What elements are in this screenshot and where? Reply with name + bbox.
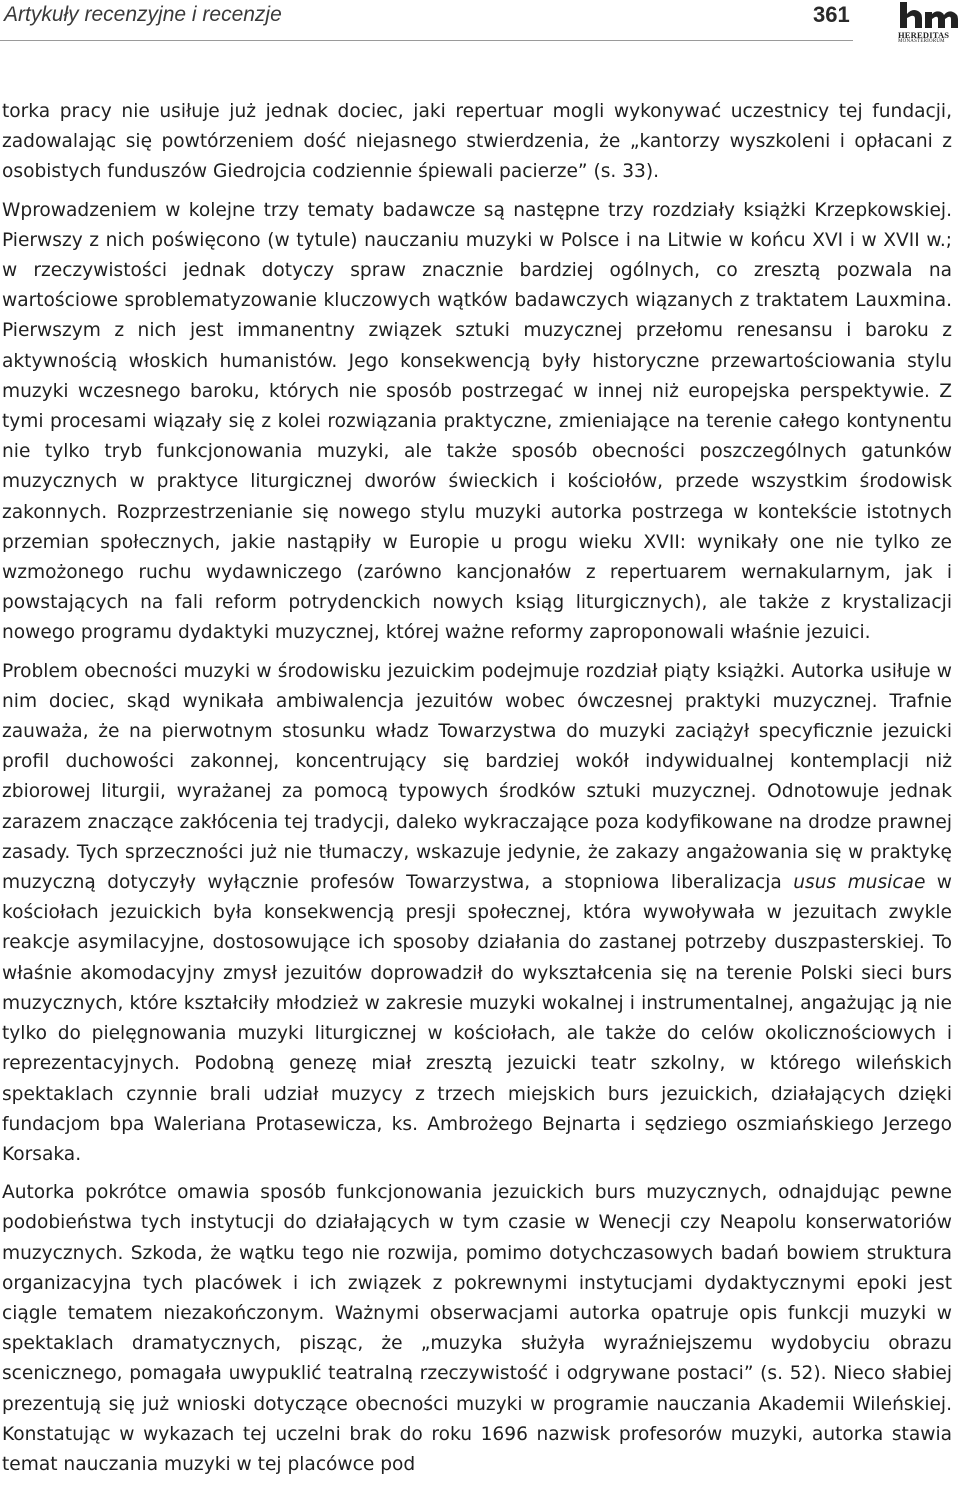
logo-text-hereditas: HEREDITAS bbox=[898, 30, 950, 40]
page-header bbox=[0, 0, 960, 48]
logo-text-monasteriorum: MONASTERIORUM bbox=[898, 39, 945, 44]
running-title: Artykuły recenzyjne i recenzje bbox=[4, 3, 282, 26]
paragraph-4: Autorka pokrótce omawia sposób funkcjonowania jezuickich burs muzycznych, odnajdując pewne podobieństwa tych instytucji do działających w tym czasie w Wenecji czy Neapolu konserwatoriów muzycznych. Szkoda, że wątku tego nie rozwija, pomimo dotychczasowych badań bowiem struktura organizacyjna tych placówek i ich związek z pokrewnymi instytucjami dydaktycznymi epoki jest ciągle tematem niezakończonym. Ważnymi obserwacjami autorka opatruje opis funkcji muzyki w spektaklach dramatycznych, pisząc, że „muzyka służyła wyraźniejszemu wydobyciu obrazu scenicznego, pomagała uwypuklić teatralną rzeczywistość i odgrywane postaci” (s. 52). Nieco słabiej prezentują się już wnioski dotyczące obecności muzyki w programie nauczania Akademii Wileńskiej. Konstatując w wykazach tej uczelni brak do roku 1696 nazwisk profesorów muzyki, autorka stawia temat nauczania muzyki w tej placówce pod bbox=[2, 1182, 952, 1475]
paragraph-3-text-a: Problem obecności muzyki w środowisku jezuickim podejmuje rozdział piąty książki. Autorka usiłuje w nim dociec, skąd wynikała ambiwalencja jezuitów wobec ówczesnej praktyki muzycznej. Trafnie zauważa, że na pierwotnym stosunku władz Towarzystwa do muzyki zaciążył specyficznie jezuicki profil duchowości zakonnej, koncentrujący się bardziej wokół indywidualnej kontemplacji niż zbiorowej liturgii, wyrażanej za pomocą typowych środków sztuki muzycznej. Odnotowuje jednak zarazem znaczące zakłócenia tej tradycji, daleko wykraczające poza kodyfikowane na drodze prawnej zasady. Tych sprzeczności już nie tłumaczy, wskazuje jedynie, że zakazy angażowania się w praktykę muzyczną dotyczyły wyłącznie profesów Towarzystwa, a stopniowa liberalizacja bbox=[2, 660, 952, 894]
latin-term-usus-musicae: usus musicae bbox=[793, 872, 926, 894]
hereditas-monasteriorum-logo bbox=[898, 2, 960, 46]
paragraph-1: torka pracy nie usiłuje już jednak dociec, jaki repertuar mogli wykonywać uczestnicy tej fundacji, zadowalając się powtórzeniem dość niejasnego stwierdzenia, że „kantorzy wyszkoleni i opłacani z osobistych funduszów Giedrojcia codziennie śpiewali pacierze” (s. 33). bbox=[2, 101, 952, 183]
page-number: 361 bbox=[813, 2, 850, 27]
article-body bbox=[2, 97, 952, 1480]
paragraph-3-text-b: w kościołach jezuickich była konsekwencją presji społecznej, która wywoływała w jezuitach zwykle reakcje asymilacyjne, dostosowujące ich sposoby działania do zastanej potrzeby duszpasterskiej. To właśnie akomodacyjny zmysł jezuitów doprowadził do wykształcenia się na terenie Polski sieci burs muzycznych, które kształciły młodzież w zakresie muzyki wokalnej i instrumentalnej, angażując ją nie tylko do pielęgnowania muzyki liturgicznej w kościołach, ale także do celów okolicznościowych i reprezentacyjnych. Podobną genezę miał zresztą jezuicki teatr szkolny, w którego wileńskich spektaklach czynnie brali udział muzycy z trzech miejskich burs jezuickich, działających dzięki fundacjom bpa Waleriana Protasewicza, ks. Ambrożego Bejnarta i sędziego oszmiańskiego Jerzego Korsaka. bbox=[2, 872, 953, 1165]
header-rule bbox=[0, 40, 853, 41]
paragraph-2: Wprowadzeniem w kolejne trzy tematy badawcze są następne trzy rozdziały książki Krzepkowskiej. Pierwszy z nich poświęcono (w tytule) nauczaniu muzyki w Polsce i na Litwie w końcu XVI i w XVII w.; w rzeczywistości jednak dotyczy spraw znacznie bardziej ogólnych, co zresztą pozwala na wartościowe sproblematyzowanie kluczowych wątków badawczych wiązanych z traktatem Lauxmina. Pierwszym z nich jest immanentny związek sztuki muzycznej przełomu renesansu i baroku z aktywnością włoskich humanistów. Jego konsekwencją były historyczne przewartościowania stylu muzyki wczesnego baroku, których nie sposób postrzegać w innej niż europejska perspektywie. Z tymi procesami wiązały się z kolei rozwiązania praktyczne, zmieniające na terenie całego kontynentu nie tylko tryb funkcjonowania muzyki, ale także sposób obecności poszczególnych gatunków muzycznych w praktyce liturgicznej dworów świeckich i kościołów, przede wszystkim środowisk zakonnych. Rozprzestrzenianie się nowego stylu muzyki autorka postrzega w kontekście istotnych przemian społecznych, jakie nastąpiły w Europie u progu wieku XVII: wynikały one nie tylko ze wzmożonego ruchu wydawniczego (zarówno kancjonałów z repertuarem wernakularnym, jak i powstających na fali reform potrydenckich nowych ksiąg liturgicznych), ale także z krystalizacji nowego programu dydaktyki muzycznej, której ważne reformy zaproponowali właśnie jezuici. bbox=[2, 199, 952, 644]
paragraph-3 bbox=[2, 657, 952, 1170]
hm-logo-mark-icon bbox=[898, 2, 960, 30]
